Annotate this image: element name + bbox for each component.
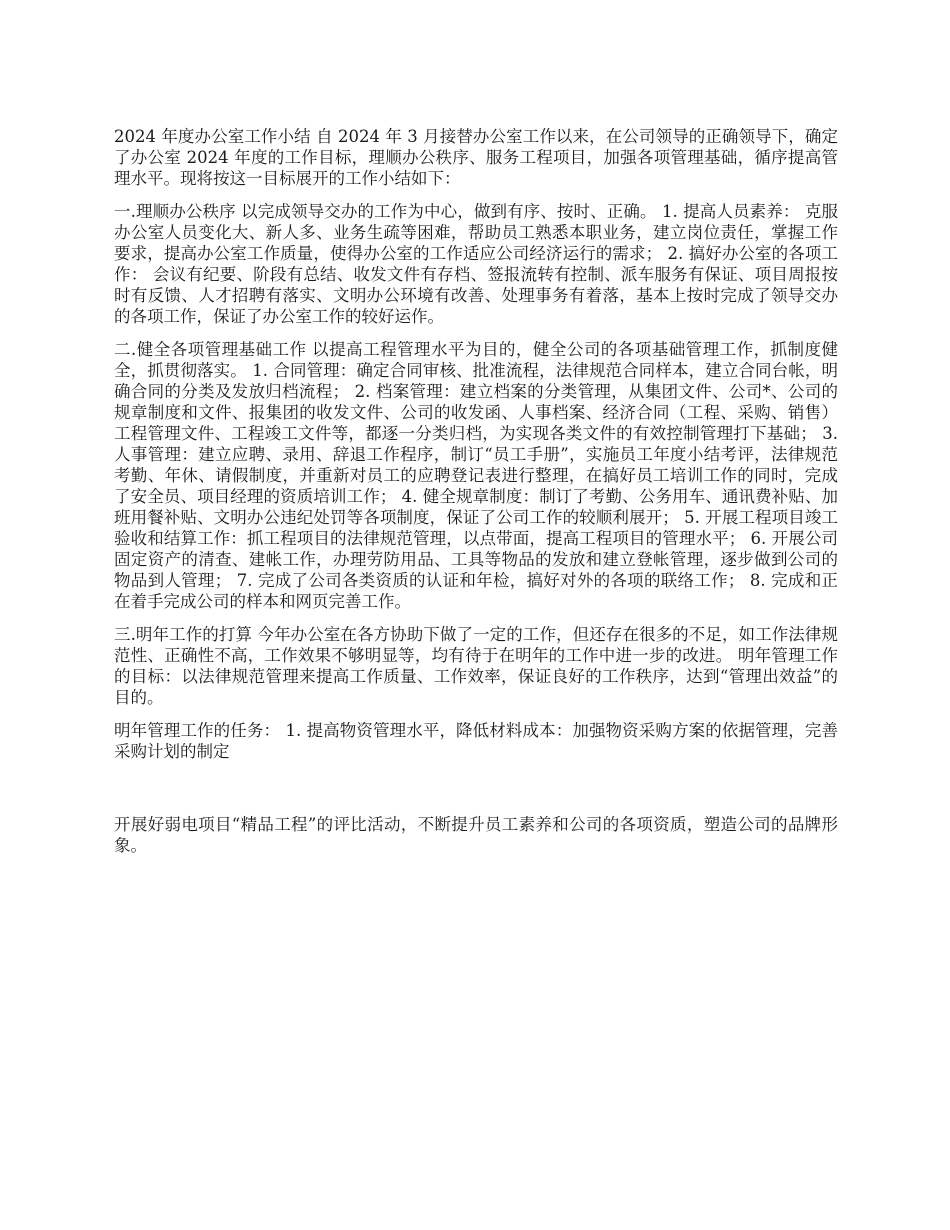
paragraph-section-three: 三.明年工作的打算 今年办公室在各方协助下做了一定的工作，但还存在很多的不足，如工作法律规范性、正确性不高，工作效果不够明显等，均有待于在明年的工作中进一步的改进。 明年管理工作的目标：以法律规范管理来提高工作质量、工作效率，保证良好的工作秩序，达到“管理出效益”的目的。 xyxy=(114,625,838,707)
paragraph-section-two: 二.健全各项管理基础工作 以提高工程管理水平为目的，健全公司的各项基础管理工作，抓制度健全，抓贯彻落实。 1. 合同管理：确定合同审核、批准流程，法律规范合同样本，建立合同台帐，明确合同的分类及发放归档流程； 2. 档案管理：建立档案的分类管理，从集团文件、公司*、公司的规章制度和文件、报集团的收发文件、公司的收发函、人事档案、经济合同（工程、采购、销售）工程管理文件、工程竣工文件等，都逐一分类归档，为实现各类文件的有效控制管理打下基础； 3. 人事管理：建立应聘、录用、辞退工作程序，制订“员工手册”，实施员工年度小结考评，法律规范考勤、年休、请假制度，并重新对员工的应聘登记表进行整理，在搞好员工培训工作的同时，完成了安全员、项目经理的资质培训工作； 4. 健全规章制度：制订了考勤、公务用车、通讯费补贴、加班用餐补贴、文明办公违纪处罚等各项制度，保证了公司工作的较顺利展开； 5. 开展工程项目竣工验收和结算工作：抓工程项目的法律规范管理，以点带面，提高工程项目的管理水平； 6. 开展公司固定资产的清查、建帐工作，办理劳防用品、工具等物品的发放和建立登帐管理，逐步做到公司的物品到人管理； 7. 完成了公司各类资质的认证和年检，搞好对外的各项的联络工作； 8. 完成和正在着手完成公司的样本和网页完善工作。 xyxy=(114,340,838,611)
paragraph-next-year-tasks: 明年管理工作的任务： 1. 提高物资管理水平，降低材料成本：加强物资采购方案的依据管理，完善采购计划的制定 xyxy=(114,721,838,761)
paragraph-intro: 2024 年度办公室工作小结 自 2024 年 3 月接替办公室工作以来，在公司领导的正确领导下，确定了办公室 2024 年度的工作目标，理顺办公秩序、服务工程项目，加强各项管理基础，循序提高管理水平。现将按这一目标展开的工作小结如下： xyxy=(114,127,838,188)
paragraph-closing: 开展好弱电项目“精品工程”的评比活动，不断提升员工素养和公司的各项资质，塑造公司的品牌形象。 xyxy=(114,815,838,855)
paragraph-section-one: 一.理顺办公秩序 以完成领导交办的工作为中心，做到有序、按时、正确。 1. 提高人员素养： 克服办公室人员变化大、新人多、业务生疏等困难，帮助员工熟悉本职业务，建立岗位责任，掌握工作要求，提高办公室工作质量，使得办公室的工作适应公司经济运行的需求； 2. 搞好办公室的各项工作： 会议有纪要、阶段有总结、收发文件有存档、签报流转有控制、派车服务有保证、项目周报按时有反馈、人才招聘有落实、文明办公环境有改善、处理事务有着落，基本上按时完成了领导交办的各项工作，保证了办公室工作的较好运作。 xyxy=(114,202,838,326)
document-body xyxy=(114,126,838,868)
